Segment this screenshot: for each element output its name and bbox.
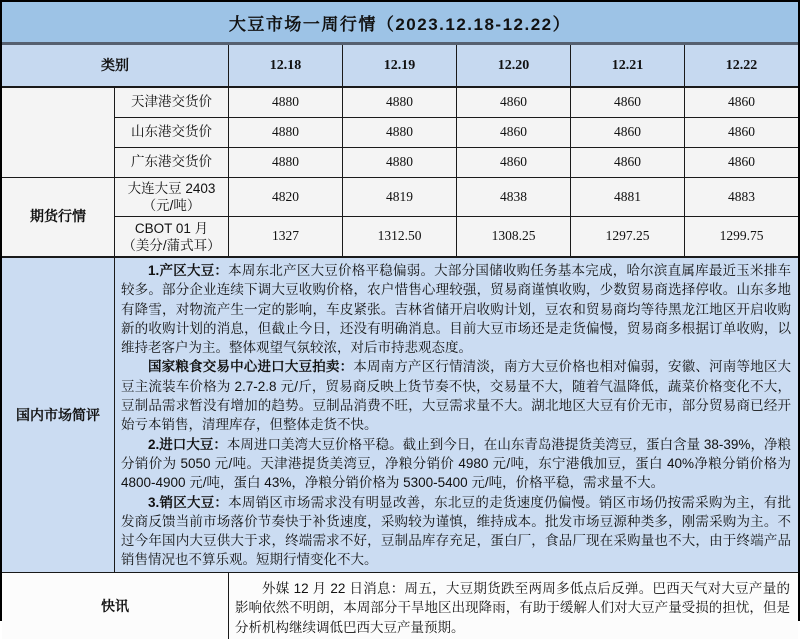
commentary-text [115, 258, 798, 572]
domestic-market-commentary-section [2, 258, 798, 573]
price-cell: 4819 [343, 178, 456, 216]
table-header-row [2, 45, 798, 88]
news-flash-section [2, 573, 798, 639]
price-cell: 1308.25 [457, 217, 570, 256]
price-cell: 1312.50 [343, 217, 456, 256]
commentary-paragraph-producing-area [121, 261, 791, 357]
paragraph-lead: 3.销区大豆： [148, 494, 229, 510]
futures-label-line1: 大连大豆 2403 [127, 181, 216, 196]
price-cell: 4860 [457, 148, 570, 177]
paragraph-lead: 国家粮食交易中心进口大豆拍卖： [148, 359, 354, 375]
price-cell: 4880 [229, 148, 342, 177]
futures-label-line1: CBOT 01 月 [134, 220, 209, 236]
futures-label-line2: （元/吨） [142, 198, 201, 213]
spot-row-label-guangdong: 广东港交货价 [115, 148, 228, 177]
price-cell: 4860 [685, 118, 798, 147]
price-cell: 4860 [685, 148, 798, 177]
paragraph-body: 本周销区市场需求没有明显改善，东北豆的走货速度仍偏慢。销区市场仍按需采购为主，有批发商反馈当前市场落价节奏快于补货速度，采购较为谨慎，维持成本。批发市场豆源种类多，刚需采购为主。不过今年国内大豆供大于求，终端需求不好，豆制品库存充足，蛋白厂，食品厂现在采购量也不大，由于终端产品销售情况也不算乐观。短期行情变化不大。 [121, 494, 792, 568]
price-cell: 4860 [457, 88, 570, 117]
price-cell: 4838 [457, 178, 570, 216]
price-cell: 1299.75 [685, 217, 798, 256]
news-text [229, 573, 798, 639]
futures-row-label-cbot [115, 217, 228, 256]
futures-row-label-dalian [115, 178, 228, 216]
news-section-label: 快讯 [2, 573, 229, 639]
paragraph-body: 本周东北产区大豆价格平稳偏弱。大部分国储收购任务基本完成，哈尔滨直属库最近玉米排车较多。部分企业连续下调大豆收购价格，农户惜售心理较强，贸易商谨慎收购，少数贸易商选择停收。山东多地有降雪，对物流产生一定的影响，车皮紧张。吉林省储开启收购计划，豆农和贸易商均等待黑龙江地区开启收购新的收购计划的消息，但截止今日，还没有明确消息。目前大豆市场还是走货偏慢，贸易商多根据订单收购，以维持老客户为主。整体观望气氛较浓，对后市持悲观态度。 [121, 263, 792, 356]
date-header-4: 12.21 [571, 45, 684, 86]
price-cell: 4880 [229, 88, 342, 117]
paragraph-body: 本周南方产区行情清淡，南方大豆价格也相对偏弱，安徽、河南等地区大豆主流装车价格为 2.7-2.8 元/斤，贸易商反映上货节奏不快，交易量不大，随着气温降低，蔬菜价格变化不大，豆制品需求暂没有增加的趋势。豆制品消费不旺，大豆需求量不大。湖北地区大豆有价无市，部分贸易商已经开始亏本销售，清理库存，但整体走货不快。 [121, 359, 792, 433]
paragraph-body: 本周进口美湾大豆价格平稳。截止到今日，在山东青岛港提货美湾豆，蛋白含量 38-39%，净粮分销价为 5050 元/吨。天津港提货美湾豆，净粮分销价 4980 元/吨，东宁港俄加豆，蛋白 40%净粮分销价格为 4800-4900 元/吨，蛋白 43%，净粮分销价格为 5300-5400 元/吨，价格平稳，需求量不大。 [121, 436, 791, 491]
date-header-5: 12.22 [685, 45, 798, 86]
commentary-paragraph-imported-soybean [121, 435, 791, 493]
price-cell: 4860 [571, 118, 684, 147]
price-cell: 4860 [685, 88, 798, 117]
price-cell: 4881 [571, 178, 684, 216]
price-cell: 1297.25 [571, 217, 684, 256]
spot-section-empty-cell [2, 88, 114, 177]
price-table [2, 88, 798, 258]
commentary-paragraph-sales-area [121, 493, 791, 570]
price-cell: 4860 [571, 88, 684, 117]
price-cell: 4860 [457, 118, 570, 147]
paragraph-lead: 2.进口大豆： [148, 436, 227, 452]
price-cell: 4880 [343, 148, 456, 177]
spot-row-label-tianjin: 天津港交货价 [115, 88, 228, 117]
futures-section-label: 期货行情 [2, 178, 114, 256]
commentary-section-label: 国内市场简评 [2, 258, 115, 572]
futures-label-line2: （美分/蒲式耳） [122, 237, 221, 253]
price-cell: 4880 [343, 118, 456, 147]
price-cell: 4820 [229, 178, 342, 216]
report-title: 大豆市场一周行情（2023.12.18-12.22） [2, 2, 798, 45]
price-cell: 4880 [343, 88, 456, 117]
price-cell: 1327 [229, 217, 342, 256]
date-header-1: 12.18 [229, 45, 342, 86]
news-paragraph: 外媒 12 月 22 日消息：周五，大豆期货跌至两周多低点后反弹。巴西天气对大豆产量的影响依然不明朗，本周部分干旱地区出现降雨，有助于缓解人们对大豆产量受损的担忧，但是分析机构继续调低巴西大豆产量预期。 [235, 580, 790, 635]
category-header: 类别 [2, 45, 228, 86]
price-cell: 4883 [685, 178, 798, 216]
price-cell: 4860 [571, 148, 684, 177]
spot-row-label-shandong: 山东港交货价 [115, 118, 228, 147]
commentary-paragraph-grain-auction [121, 357, 791, 434]
date-header-2: 12.19 [343, 45, 456, 86]
date-header-3: 12.20 [457, 45, 570, 86]
paragraph-lead: 1.产区大豆： [148, 263, 229, 278]
price-cell: 4880 [229, 118, 342, 147]
